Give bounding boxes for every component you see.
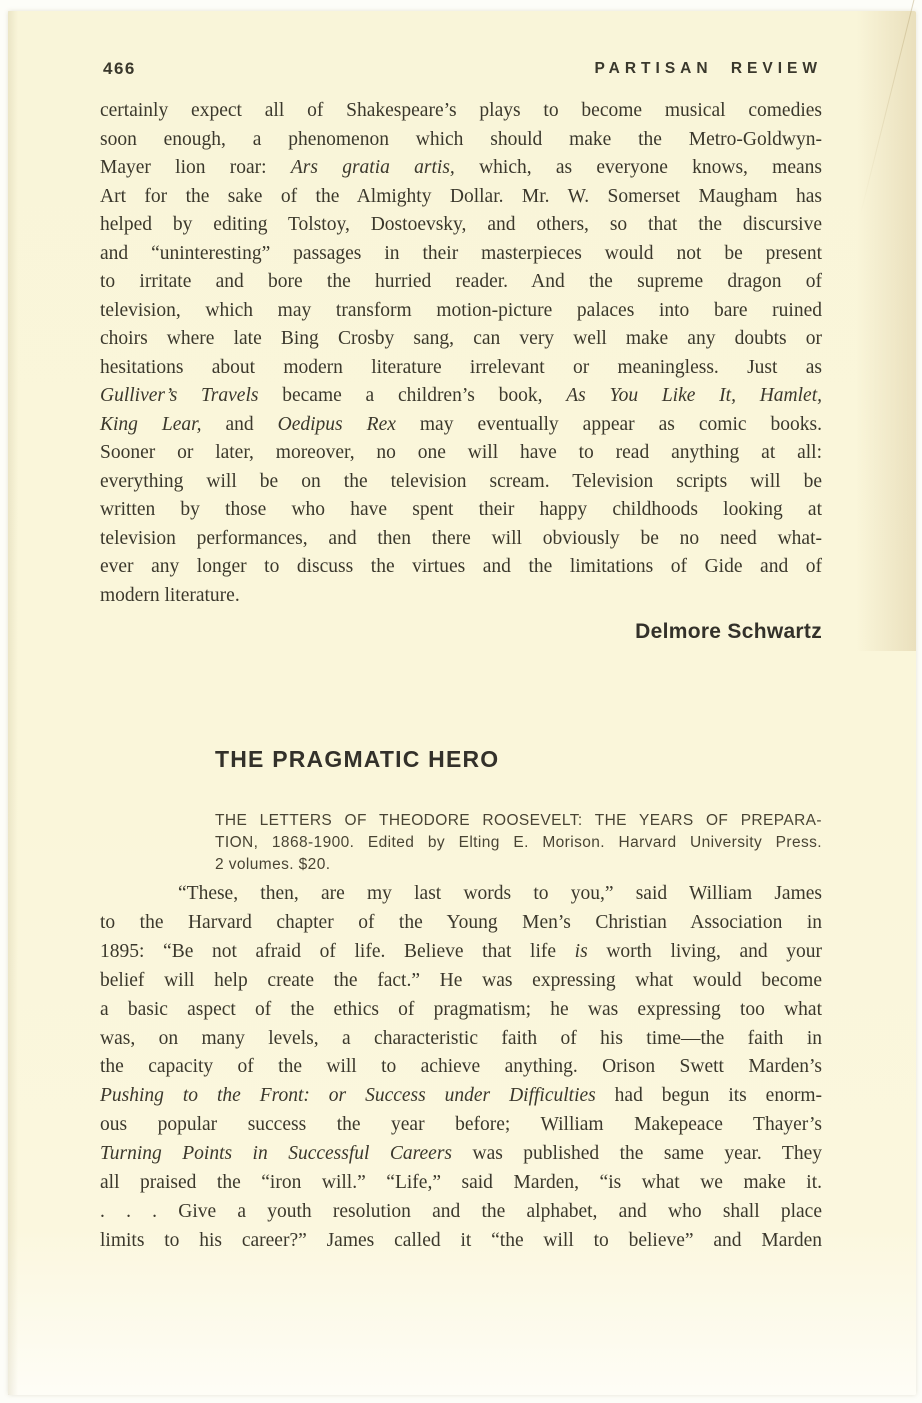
section-heading: THE PRAGMATIC HERO bbox=[215, 746, 500, 772]
text-line: to irritate and bore the hurried reader. And the supreme dragon of bbox=[100, 271, 822, 292]
journal-title: PARTISAN REVIEW bbox=[594, 60, 822, 77]
text-line: television, which may transform motion-picture palaces into bare ruined bbox=[100, 299, 822, 321]
text-line: ever any longer to discuss the virtues and the limitations of Gide and of bbox=[100, 556, 822, 577]
text-line: . . . Give a youth resolution and the alphabet, and who shall place bbox=[100, 1200, 822, 1222]
text-line: certainly expect all of Shakespeare’s plays to become musical comedies bbox=[100, 100, 822, 121]
text-line: hesitations about modern literature irrelevant or meaningless. Just as bbox=[100, 356, 822, 378]
citation-line: TION, 1868-1900. Edited by Elting E. Morison. Harvard University Press. bbox=[215, 833, 822, 851]
text-line: Gulliver’s Travels became a children’s book, As You Like It, Hamlet, bbox=[100, 385, 822, 406]
text-line: the capacity of the will to achieve anything. Orison Swett Marden’s bbox=[100, 1056, 822, 1078]
author-signature: Delmore Schwartz bbox=[635, 620, 822, 643]
text-line: “These, then, are my last words to you,” said William James bbox=[178, 883, 822, 904]
text-line: Pushing to the Front: or Success under Difficulties had begun its enorm- bbox=[100, 1085, 822, 1107]
text-line: ous popular success the year before; William Makepeace Thayer’s bbox=[100, 1114, 822, 1136]
text-line: Turning Points in Successful Careers was published the same year. They bbox=[100, 1143, 822, 1165]
text-line: Sooner or later, moreover, no one will have to read anything at all: bbox=[100, 442, 822, 463]
text-line: television performances, and then there will obviously be no need what- bbox=[100, 527, 822, 549]
text-line: Art for the sake of the Almighty Dollar. Mr. W. Somerset Maugham has bbox=[100, 185, 822, 207]
text-line: everything will be on the television scream. Television scripts will be bbox=[100, 470, 822, 492]
page-number: 466 bbox=[103, 59, 136, 78]
text-line: choirs where late Bing Crosby sang, can very well make any doubts or bbox=[100, 328, 822, 349]
book-citation bbox=[215, 810, 822, 875]
text-line: Mayer lion roar: Ars gratia artis, which, as everyone knows, means bbox=[100, 157, 823, 178]
text-line: modern literature. bbox=[100, 584, 240, 606]
text-line: written by those who have spent their happy childhoods looking at bbox=[100, 499, 822, 520]
text-line: belief will help create the fact.” He was expressing what would become bbox=[100, 969, 822, 991]
citation-line: 2 volumes. $20. bbox=[215, 855, 331, 873]
paper-sheet bbox=[8, 11, 916, 1395]
text-line: helped by editing Tolstoy, Dostoevsky, and others, so that the discursive bbox=[100, 214, 822, 235]
text-line: and “uninteresting” passages in their masterpieces would not be present bbox=[100, 242, 822, 264]
paper-crease bbox=[859, 0, 916, 218]
text-line: to the Harvard chapter of the Young Men’s Christian Association in bbox=[100, 911, 822, 933]
text-line: soon enough, a phenomenon which should make the Metro-Goldwyn- bbox=[100, 128, 822, 150]
text-line: King Lear, and Oedipus Rex may eventually appear as comic books. bbox=[100, 413, 822, 435]
text-line: a basic aspect of the ethics of pragmatism; he was expressing too what bbox=[100, 998, 822, 1020]
page-gutter-shading bbox=[8, 11, 18, 1395]
text-line: was, on many levels, a characteristic faith of his time—the faith in bbox=[100, 1027, 822, 1049]
review-paragraph bbox=[100, 880, 822, 1256]
text-line: limits to his career?” James called it “the will to believe” and Marden bbox=[100, 1229, 822, 1251]
citation-line: THE LETTERS OF THEODORE ROOSEVELT: THE YEARS OF PREPARA- bbox=[215, 812, 822, 829]
text-line: 1895: “Be not afraid of life. Believe that life is worth living, and your bbox=[100, 940, 822, 962]
text-line: all praised the “iron will.” “Life,” said Marden, “is what we make it. bbox=[100, 1172, 822, 1194]
page-edge-shading bbox=[846, 11, 916, 651]
article-paragraph bbox=[100, 97, 822, 610]
